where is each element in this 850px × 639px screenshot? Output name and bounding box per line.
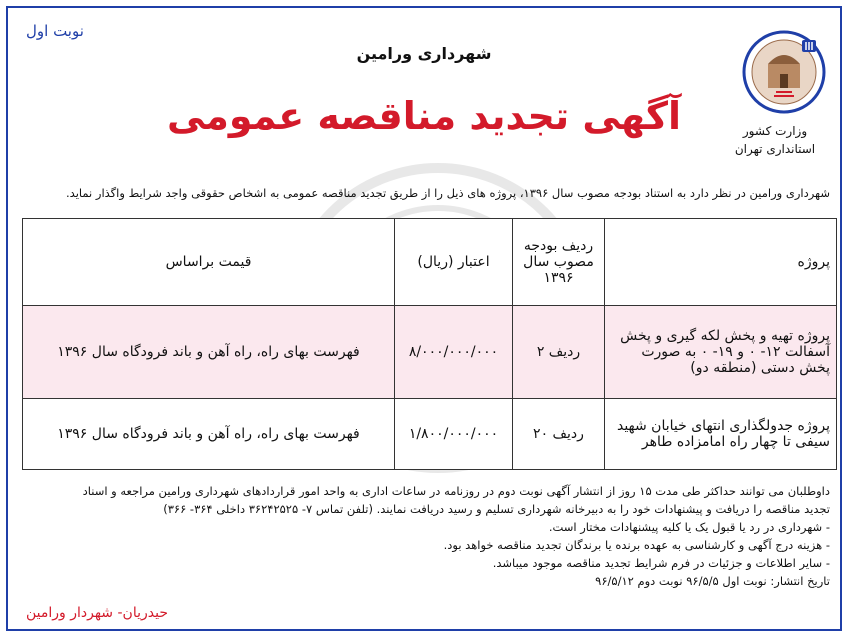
header-price-basis: قیمت براساس (23, 219, 395, 306)
ministry-line-1: وزارت کشور (742, 124, 808, 138)
table-row (23, 306, 837, 399)
note-line: - هزینه درج آگهی و کارشناسی به عهده برنده یا برندگان تجدید مناقصه خواهد بود. (443, 538, 830, 552)
advertisement-frame (6, 6, 842, 631)
note-line: تجدید مناقصه را دریافت و پیشنهادات خود را به دبیرخانه شهرداری تسلیم و رسید دریافت نمایند. (تلفن تماس ۷- ۳۶۲۴۲۵۲۵ داخلی ۳۶۴- ۳۶۶) (163, 502, 830, 516)
round-label: نوبت اول (26, 22, 84, 40)
note-line: داوطلبان می توانند حداکثر طی مدت ۱۵ روز از انتشار آگهی نوبت دوم در روزنامه در ساعات اداری به واحد امور قراردادهای شهرداری ورامین مراجعه و اسناد (82, 484, 830, 498)
intro-paragraph: شهرداری ورامین در نظر دارد به استناد بودجه مصوب سال ۱۳۹۶، پروژه های ذیل را از طریق تجدید مناقصه عمومی به اشخاص حقوقی واجد شرایط واگذار نماید. (66, 186, 830, 200)
cell-credit: ۱/۸۰۰/۰۰۰/۰۰۰ (395, 399, 513, 470)
mayor-signature: حیدریان- شهردار ورامین (26, 605, 168, 621)
org-title: شهرداری ورامین (356, 44, 492, 63)
cell-budget-row: ردیف ۲۰ (513, 399, 605, 470)
ministry-line-2: استانداری تهران (734, 142, 816, 156)
ministry-block (720, 122, 830, 158)
conditions-notes (16, 482, 830, 590)
cell-project: پروژه تهیه و پخش لکه گیری و پخش آسفالت ۱۲- ۰ و ۱۹- ۰ به صورت پخش دستی (منطقه دو) (605, 306, 837, 399)
table-row (23, 399, 837, 470)
cell-credit: ۸/۰۰۰/۰۰۰/۰۰۰ (395, 306, 513, 399)
header-project: پروژه (605, 219, 837, 306)
cell-project: پروژه جدولگذاری انتهای خیابان شهید سیفی تا چهار راه امامزاده طاهر (605, 399, 837, 470)
tender-table (22, 218, 837, 470)
note-line: - شهرداری در رد یا قبول یک یا کلیه پیشنهادات مختار است. (548, 520, 830, 534)
note-line: - سایر اطلاعات و جزئیات در فرم شرایط تجدید مناقصه موجود میباشد. (492, 556, 830, 570)
publication-dates: تاریخ انتشار: نوبت اول ۹۶/۵/۵ نوبت دوم ۹۶/۵/۱۲ (595, 574, 830, 588)
ministry-logo-icon (742, 30, 826, 114)
cell-price-basis: فهرست بهای راه، راه آهن و باند فرودگاه سال ۱۳۹۶ (23, 306, 395, 399)
main-title: آگهی تجدید مناقصه عمومی (166, 94, 682, 138)
header-credit: اعتبار (ریال) (395, 219, 513, 306)
cell-price-basis: فهرست بهای راه، راه آهن و باند فرودگاه سال ۱۳۹۶ (23, 399, 395, 470)
header-budget-row: ردیف بودجه مصوب سال ۱۳۹۶ (513, 219, 605, 306)
cell-budget-row: ردیف ۲ (513, 306, 605, 399)
table-header-row (23, 219, 837, 306)
